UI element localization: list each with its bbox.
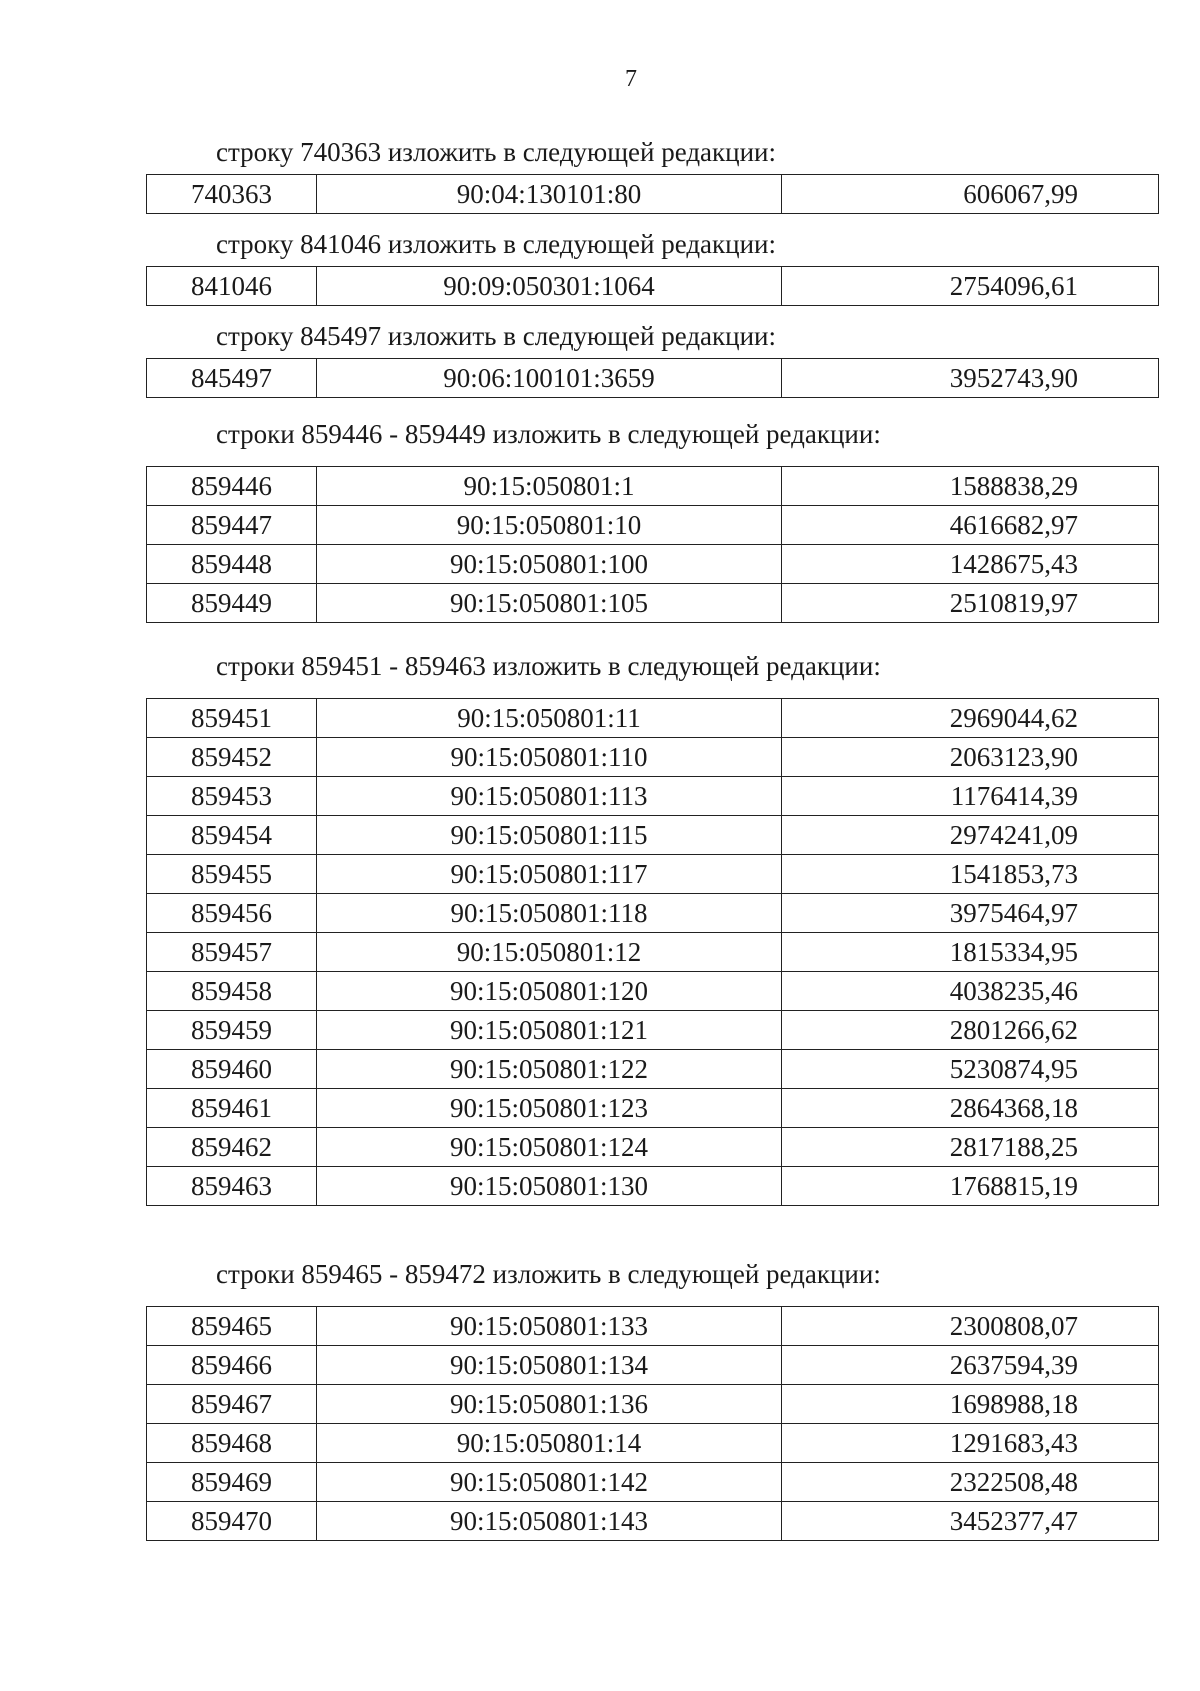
table-row (147, 584, 1159, 623)
value-cell: 1541853,73 (782, 855, 1159, 894)
table-row (147, 1502, 1159, 1541)
section-859451-859463 (146, 650, 1078, 1206)
cadastral-number-cell: 90:15:050801:142 (317, 1463, 782, 1502)
cadastral-number-cell: 90:04:130101:80 (317, 175, 782, 214)
row-number-cell: 859446 (147, 467, 317, 506)
table-row (147, 359, 1159, 398)
cadastral-number-cell: 90:15:050801:11 (317, 699, 782, 738)
value-cell: 2801266,62 (782, 1011, 1159, 1050)
data-table (146, 358, 1159, 398)
row-number-cell: 859447 (147, 506, 317, 545)
table-row (147, 1089, 1159, 1128)
table-row (147, 1385, 1159, 1424)
cadastral-number-cell: 90:15:050801:115 (317, 816, 782, 855)
cadastral-number-cell: 90:15:050801:121 (317, 1011, 782, 1050)
value-cell: 1815334,95 (782, 933, 1159, 972)
table-row (147, 1011, 1159, 1050)
data-table (146, 266, 1159, 306)
section-heading: строки 859451 - 859463 изложить в следующей редакции: (216, 651, 881, 681)
cadastral-number-cell: 90:15:050801:122 (317, 1050, 782, 1089)
cadastral-number-cell: 90:15:050801:123 (317, 1089, 782, 1128)
data-table (146, 174, 1159, 214)
table-row (147, 1346, 1159, 1385)
table-row (147, 699, 1159, 738)
table-row (147, 933, 1159, 972)
table-row (147, 1128, 1159, 1167)
row-number-cell: 859451 (147, 699, 317, 738)
value-cell: 2510819,97 (782, 584, 1159, 623)
row-number-cell: 740363 (147, 175, 317, 214)
section-841046 (146, 228, 1078, 306)
row-number-cell: 859465 (147, 1307, 317, 1346)
row-number-cell: 859455 (147, 855, 317, 894)
value-cell: 1176414,39 (782, 777, 1159, 816)
table-row (147, 1424, 1159, 1463)
cadastral-number-cell: 90:15:050801:120 (317, 972, 782, 1011)
row-number-cell: 859453 (147, 777, 317, 816)
data-table (146, 698, 1159, 1206)
page-number: 7 (625, 66, 637, 92)
value-cell: 1588838,29 (782, 467, 1159, 506)
table-row (147, 1050, 1159, 1089)
row-number-cell: 859458 (147, 972, 317, 1011)
value-cell: 2300808,07 (782, 1307, 1159, 1346)
section-heading: строку 841046 изложить в следующей редакции: (216, 229, 777, 259)
value-cell: 3975464,97 (782, 894, 1159, 933)
row-number-cell: 859469 (147, 1463, 317, 1502)
row-number-cell: 859463 (147, 1167, 317, 1206)
row-number-cell: 859448 (147, 545, 317, 584)
section-heading: строку 740363 изложить в следующей редакции: (216, 137, 777, 167)
row-number-cell: 859468 (147, 1424, 317, 1463)
table-row (147, 894, 1159, 933)
cadastral-number-cell: 90:15:050801:1 (317, 467, 782, 506)
table-row (147, 267, 1159, 306)
section-845497 (146, 320, 1078, 398)
table-row (147, 506, 1159, 545)
value-cell: 2322508,48 (782, 1463, 1159, 1502)
value-cell: 1698988,18 (782, 1385, 1159, 1424)
data-table (146, 1306, 1159, 1541)
row-number-cell: 859467 (147, 1385, 317, 1424)
value-cell: 606067,99 (782, 175, 1159, 214)
row-number-cell: 859452 (147, 738, 317, 777)
table-row (147, 972, 1159, 1011)
cadastral-number-cell: 90:06:100101:3659 (317, 359, 782, 398)
table-row (147, 816, 1159, 855)
section-740363 (146, 136, 1078, 214)
value-cell: 2817188,25 (782, 1128, 1159, 1167)
value-cell: 2637594,39 (782, 1346, 1159, 1385)
cadastral-number-cell: 90:15:050801:136 (317, 1385, 782, 1424)
value-cell: 1768815,19 (782, 1167, 1159, 1206)
cadastral-number-cell: 90:15:050801:100 (317, 545, 782, 584)
value-cell: 5230874,95 (782, 1050, 1159, 1089)
value-cell: 2864368,18 (782, 1089, 1159, 1128)
value-cell: 2969044,62 (782, 699, 1159, 738)
row-number-cell: 859462 (147, 1128, 317, 1167)
value-cell: 4616682,97 (782, 506, 1159, 545)
row-number-cell: 859457 (147, 933, 317, 972)
section-heading: строку 845497 изложить в следующей редакции: (216, 321, 777, 351)
row-number-cell: 841046 (147, 267, 317, 306)
section-heading: строки 859465 - 859472 изложить в следующей редакции: (216, 1259, 881, 1289)
row-number-cell: 859466 (147, 1346, 317, 1385)
table-row (147, 777, 1159, 816)
table-row (147, 545, 1159, 584)
row-number-cell: 859460 (147, 1050, 317, 1089)
cadastral-number-cell: 90:15:050801:133 (317, 1307, 782, 1346)
row-number-cell: 845497 (147, 359, 317, 398)
section-heading: строки 859446 - 859449 изложить в следующей редакции: (216, 419, 881, 449)
data-table (146, 466, 1159, 623)
row-number-cell: 859449 (147, 584, 317, 623)
row-number-cell: 859470 (147, 1502, 317, 1541)
cadastral-number-cell: 90:15:050801:113 (317, 777, 782, 816)
row-number-cell: 859454 (147, 816, 317, 855)
value-cell: 2063123,90 (782, 738, 1159, 777)
value-cell: 3452377,47 (782, 1502, 1159, 1541)
table-row (147, 1463, 1159, 1502)
table-row (147, 175, 1159, 214)
value-cell: 1291683,43 (782, 1424, 1159, 1463)
value-cell: 1428675,43 (782, 545, 1159, 584)
cadastral-number-cell: 90:15:050801:117 (317, 855, 782, 894)
row-number-cell: 859459 (147, 1011, 317, 1050)
value-cell: 3952743,90 (782, 359, 1159, 398)
cadastral-number-cell: 90:15:050801:118 (317, 894, 782, 933)
value-cell: 2974241,09 (782, 816, 1159, 855)
cadastral-number-cell: 90:15:050801:10 (317, 506, 782, 545)
cadastral-number-cell: 90:09:050301:1064 (317, 267, 782, 306)
table-row (147, 1307, 1159, 1346)
value-cell: 2754096,61 (782, 267, 1159, 306)
table-row (147, 738, 1159, 777)
table-row (147, 855, 1159, 894)
cadastral-number-cell: 90:15:050801:130 (317, 1167, 782, 1206)
cadastral-number-cell: 90:15:050801:110 (317, 738, 782, 777)
value-cell: 4038235,46 (782, 972, 1159, 1011)
table-row (147, 467, 1159, 506)
cadastral-number-cell: 90:15:050801:134 (317, 1346, 782, 1385)
cadastral-number-cell: 90:15:050801:14 (317, 1424, 782, 1463)
cadastral-number-cell: 90:15:050801:143 (317, 1502, 782, 1541)
table-row (147, 1167, 1159, 1206)
cadastral-number-cell: 90:15:050801:12 (317, 933, 782, 972)
row-number-cell: 859456 (147, 894, 317, 933)
section-859465-859472 (146, 1258, 1078, 1541)
section-859446-859449 (146, 418, 1078, 623)
cadastral-number-cell: 90:15:050801:105 (317, 584, 782, 623)
row-number-cell: 859461 (147, 1089, 317, 1128)
cadastral-number-cell: 90:15:050801:124 (317, 1128, 782, 1167)
